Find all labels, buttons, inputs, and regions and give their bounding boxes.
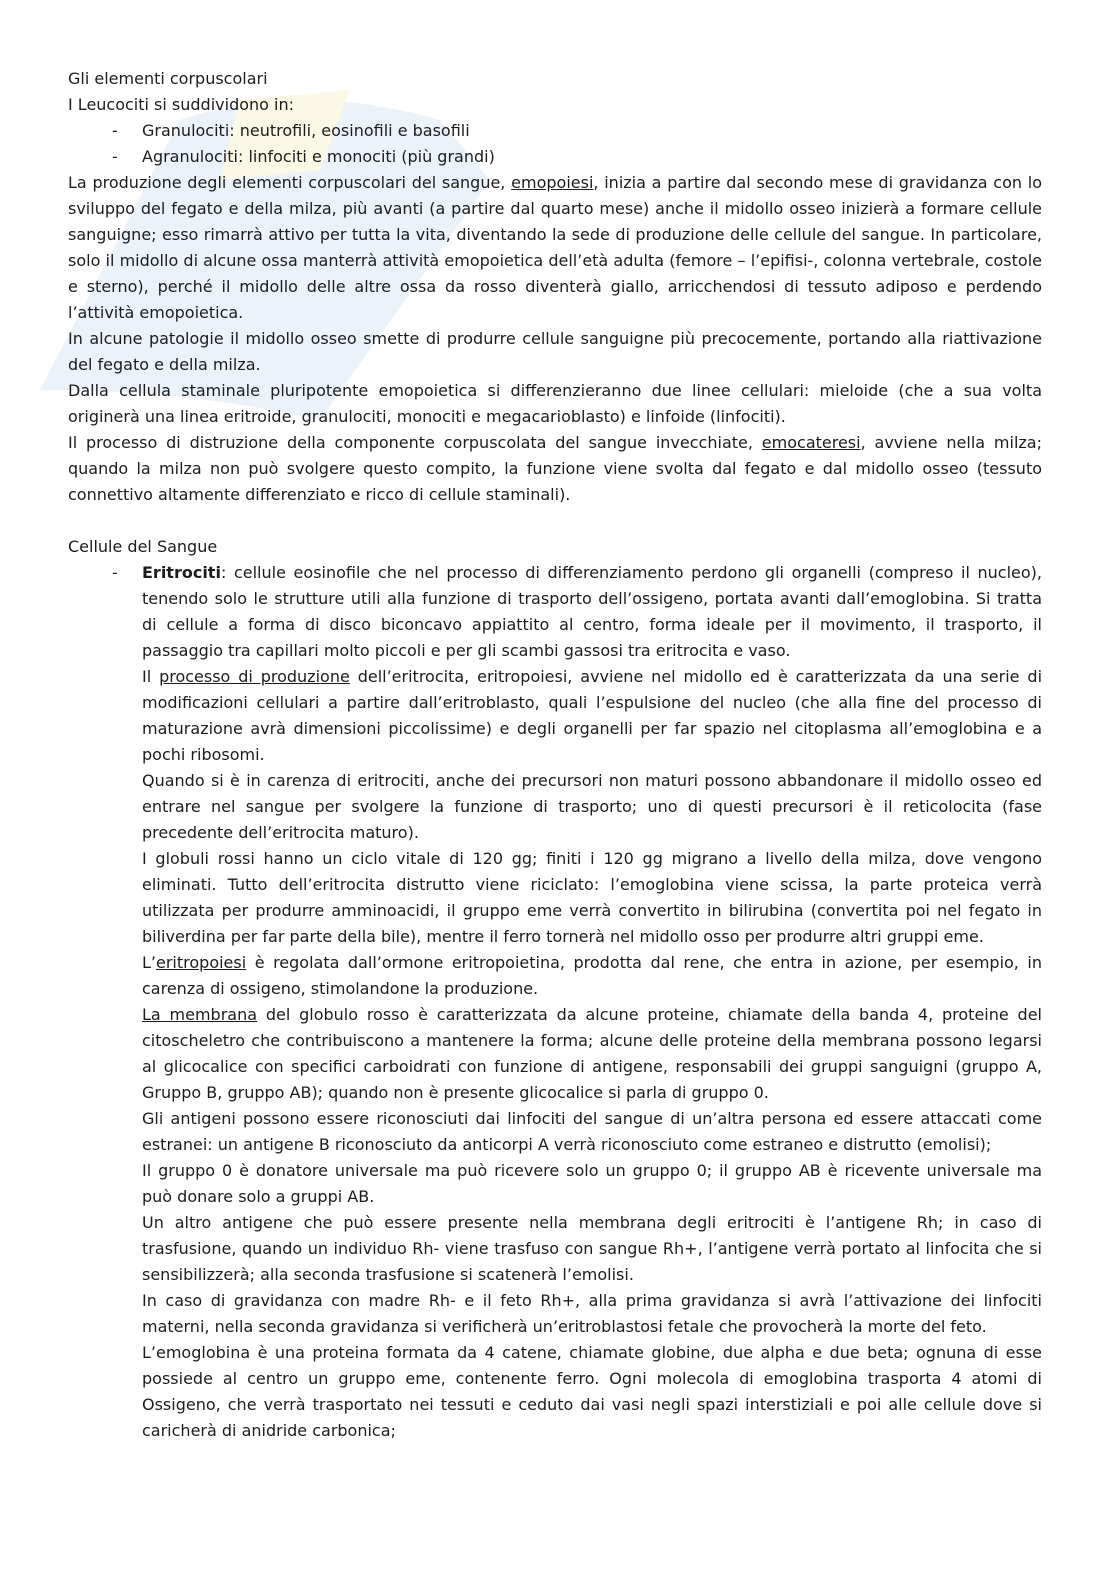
paragraph-patologie: In alcune patologie il midollo osseo smette di produrre cellule sanguigne più precocemente, portando alla riattivazione del fegato e della milza.	[68, 329, 1042, 374]
paragraph-gruppo-0: Il gruppo 0 è donatore universale ma può ricevere solo un gruppo 0; il gruppo AB è ricevente universale ma può donare solo a gruppi AB.	[142, 1161, 1042, 1206]
list-item: - Agranulociti: linfociti e monociti (più grandi)	[68, 144, 1042, 170]
list-dash: -	[112, 147, 118, 166]
list-item: - Granulociti: neutrofili, eosinofili e basofili	[68, 118, 1042, 144]
paragraph-produzione: Il processo di produzione dell’eritrocita, eritropoiesi, avviene nel midollo ed è caratterizzata da una serie di modificazioni cellulari a partire dall’eritroblasto, quali l’espulsione del nucleo (che alla fine del processo di maturazione avrà dimensioni piccolissime) e degli organelli per far spazio nel citoplasma all’emoglobina e a pochi ribosomi.	[142, 667, 1043, 764]
paragraph-ciclo-vitale: I globuli rossi hanno un ciclo vitale di 120 gg; finiti i 120 gg migrano a livello della milza, dove vengono eliminati. Tutto dell’eritrocita distrutto viene riciclato: l’emoglobina viene scissa, la parte proteica verrà utilizzata per produrre amminoacidi, il gruppo eme verrà convertito in bilirubina (convertita poi nel fegato in biliverdina per far parte della bile), mentre il ferro tornerà nel midollo osso per produrre altri gruppi eme.	[142, 849, 1042, 946]
term-emocateresi: emocateresi	[761, 433, 861, 452]
section-heading-elementi: Gli elementi corpuscolari	[68, 69, 268, 88]
paragraph-emopoiesi: La produzione degli elementi corpuscolari del sangue, emopoiesi, inizia a partire dal secondo mese di gravidanza con lo sviluppo del fegato e della milza, più avanti (a partire dal quarto mese) anche il midollo osseo inizierà a formare cellule sanguigne; esso rimarrà attivo per tutta la vita, diventando la sede di produzione delle cellule del sangue. In particolare, solo il midollo di alcune ossa manterrà attività emopoietica dell’età adulta (femore – l’epifisi-, colonna vertebrale, costole e sterno), perché il midollo delle altre ossa da rosso diventerà giallo, arricchendosi di tessuto adiposo e perdendo l’attività emopoietica.	[68, 173, 1042, 322]
paragraph-staminale: Dalla cellula staminale pluripotente emopoietica si differenzieranno due linee cellulari: mieloide (che a sua volta originerà una linea eritroide, granulociti, monociti e megacarioblasto) e linfoide (linfociti).	[68, 381, 1042, 426]
term-emopoiesi: emopoiesi	[511, 173, 594, 192]
eritrociti-item	[68, 560, 1042, 1444]
leucociti-intro: I Leucociti si suddividono in:	[68, 95, 295, 114]
list-dash: -	[112, 121, 118, 140]
term-processo-produzione: processo di produzione	[159, 667, 350, 686]
term-eritropoiesi: eritropoiesi	[156, 953, 247, 972]
paragraph-rh: Un altro antigene che può essere presente nella membrana degli eritrociti è l’antigene Rh; in caso di trasfusione, quando un individuo Rh- viene trasfuso con sangue Rh+, l’antigene verrà portato al linfocita che si sensibilizzerà; alla seconda trasfusione si scatenerà l’emolisi.	[142, 1213, 1042, 1284]
document-page	[68, 66, 1042, 1444]
term-eritrociti: Eritrociti	[142, 563, 221, 582]
paragraph-gravidanza: In caso di gravidanza con madre Rh- e il feto Rh+, alla prima gravidanza si avrà l’attivazione dei linfociti materni, nella seconda gravidanza si verificherà un’eritroblastosi fetale che provocherà la morte del feto.	[142, 1291, 1042, 1336]
leucociti-list	[68, 118, 1042, 170]
paragraph-antigeni: Gli antigeni possono essere riconosciuti dai linfociti del sangue di un’altra persona ed essere attaccati come estranei: un antigene B riconosciuto da anticorpi A verrà riconosciuto come estraneo e distrutto (emolisi);	[142, 1109, 1042, 1154]
paragraph-eritropoiesi: L’eritropoiesi è regolata dall’ormone eritropoietina, prodotta dal rene, che entra in azione, per esempio, in carenza di ossigeno, stimolandone la produzione.	[142, 953, 1042, 998]
paragraph-emocateresi: Il processo di distruzione della componente corpuscolata del sangue invecchiate, emocateresi, avviene nella milza; quando la milza non può svolgere questo compito, la funzione viene svolta dal fegato e dal midollo osseo (tessuto connettivo altamente differenziato e ricco di cellule staminali).	[68, 433, 1042, 504]
list-dash: -	[112, 563, 118, 582]
paragraph-carenza: Quando si è in carenza di eritrociti, anche dei precursori non maturi possono abbandonare il midollo osseo ed entrare nel sangue per svolgere la funzione di trasporto; uno di questi precursori è il reticolocita (fase precedente dell’eritrocita maturo).	[142, 771, 1042, 842]
term-membrana: La membrana	[142, 1005, 258, 1024]
paragraph-emoglobina: L’emoglobina è una proteina formata da 4 catene, chiamate globine, due alpha e due beta; ognuna di esse possiede al centro un gruppo eme, contenente ferro. Ogni molecola di emoglobina trasporta 4 atomi di Ossigeno, che verrà trasportato nei tessuti e ceduto dai vasi negli spazi interstiziali e poi alle cellule dove si caricherà di anidride carbonica;	[142, 1343, 1042, 1440]
section-heading-cellule: Cellule del Sangue	[68, 537, 218, 556]
paragraph-membrana: La membrana del globulo rosso è caratterizzata da alcune proteine, chiamate della banda 4, proteine del citoscheletro che contribuiscono a mantenere la forma; alcune delle proteine della membrana possono legarsi al glicocalice con specifici carboidrati con funzione di antigene, responsabili dei gruppi sanguigni (gruppo A, Gruppo B, gruppo AB); quando non è presente glicocalice si parla di gruppo 0.	[142, 1005, 1042, 1102]
paragraph-eritrociti: Eritrociti: cellule eosinofile che nel processo di differenziamento perdono gli organelli (compreso il nucleo), tenendo solo le strutture utili alla funzione di trasporto dell’ossigeno, portata avanti dall’emoglobina. Si tratta di cellule a forma di disco biconcavo appiattito al centro, forma ideale per il movimento, il trasporto, il passaggio tra capillari molto piccoli e per gli scambi gassosi tra eritrocita e vaso.	[142, 563, 1042, 660]
